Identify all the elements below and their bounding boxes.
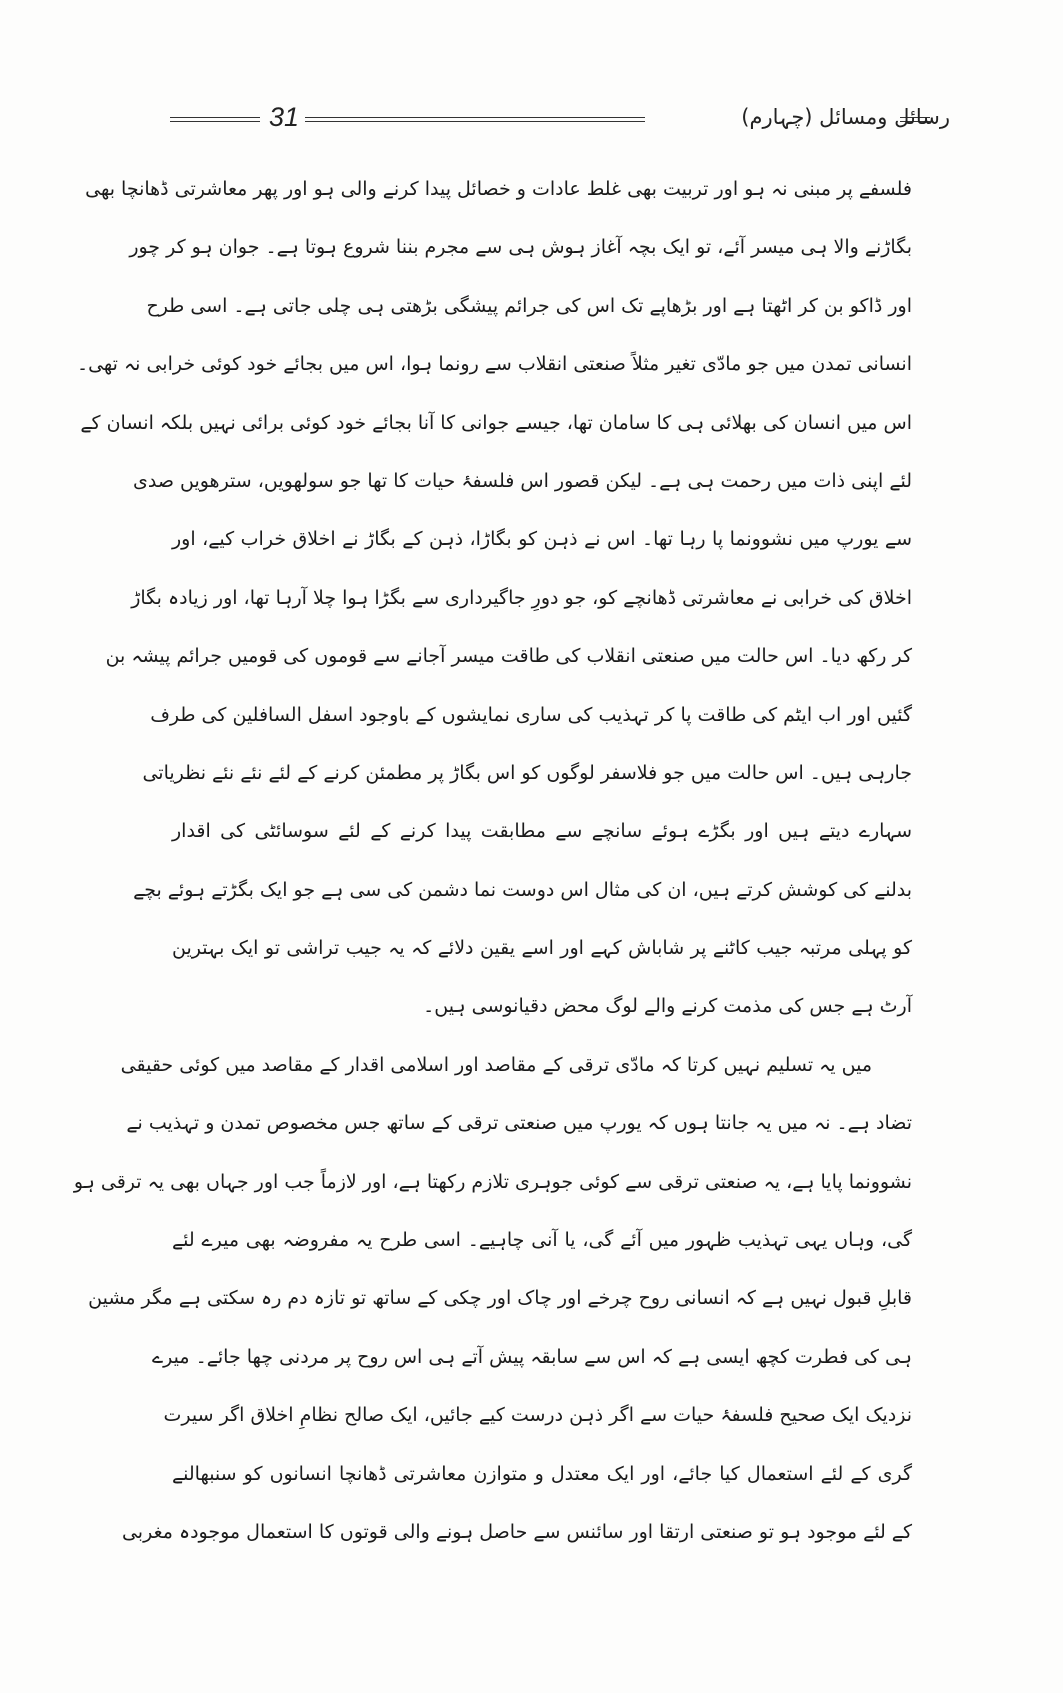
header-rule-middle [305,117,645,122]
text-line: اور ڈاکو بن کر اٹھتا ہے اور بڑھاپے تک اس کی جرائم پیشگی بڑھتی ہی چلی جاتی ہے۔ اسی طرح [146,294,912,317]
text-line: بدلنے کی کوشش کرتے ہیں، ان کی مثال اس دوست نما دشمن کی سی ہے جو ایک بگڑتے ہوئے بچے [133,878,912,901]
text-line: سہارے دیتے ہیں اور بگڑے ہوئے سانچے سے مطابقت پیدا کرنے کے لئے سوسائٹی کی اقدار [172,820,912,843]
running-header [170,102,950,142]
page-number: 31 [268,102,300,132]
text-line: فلسفے پر مبنی نہ ہو اور تربیت بھی غلط عادات و خصائل پیدا کرنے والی ہو اور پھر معاشرتی ڈھانچا بھی [85,178,912,200]
paragraph-end-line: آرٹ ہے جس کی مذمت کرنے والے لوگ محض دقیانوسی ہیں۔ [423,995,912,1018]
text-line: قابلِ قبول نہیں ہے کہ انسانی روح چرخے اور چاک اور چکی کے ساتھ تو تازہ دم رہ سکتی ہے مگر مشین [88,1287,912,1310]
text-line: سے یورپ میں نشوونما پا رہا تھا۔ اس نے ذہن کو بگاڑا، ذہن کے بگاڑ نے اخلاق خراب کیے، اور [172,528,912,551]
text-line: لئے اپنی ذات میں رحمت ہی ہے۔ لیکن قصور اس فلسفۂ حیات کا تھا جو سولھویں، سترھویں صدی [132,469,912,492]
text-line: گئیں اور اب ایٹم کی طاقت پا کر تہذیب کی ساری نمایشوں کے باوجود اسفل السافلین کی طرف [150,703,912,726]
text-line: گی، وہاں یہی تہذیب ظہور میں آئے گی، یا آنی چاہیے۔ اسی طرح یہ مفروضہ بھی میرے لئے [172,1229,912,1252]
text-line: نزدیک ایک صحیح فلسفۂ حیات سے اگر ذہن درست کیے جائیں، ایک صالح نظامِ اخلاق اگر سیرت [163,1404,912,1427]
text-line: کر رکھ دیا۔ اس حالت میں صنعتی انقلاب کی طاقت میسر آجانے سے قوموں کی قومیں جرائم پیشہ بن [105,645,912,668]
text-line: تضاد ہے۔ نہ میں یہ جانتا ہوں کہ یورپ میں صنعتی ترقی کے ساتھ جس مخصوص تمدن و تہذیب نے [126,1112,912,1135]
text-line: کے لئے موجود ہو تو صنعتی ارتقا اور سائنس سے حاصل ہونے والی قوتوں کا استعمال موجودہ مغربی [121,1520,912,1543]
text-line: جارہی ہیں۔ اس حالت میں جو فلاسفر لوگوں کو اس بگاڑ پر مطمئن کرنے کے لئے نئے نئے نظریاتی [142,761,912,784]
text-line: کو پہلی مرتبہ جیب کاٹنے پر شاباش کہے اور اسے یقین دلائے کہ یہ جیب تراشی تو ایک بہترین [172,937,912,960]
text-line: اس میں انسان کی بھلائی ہی کا سامان تھا، جیسے جوانی کا آنا بجائے خود کوئی برائی نہیں بلکہ انسان کے [80,411,912,434]
body-text [73,160,912,1561]
header-rule-left [170,117,260,122]
text-line: نشوونما پایا ہے، یہ صنعتی ترقی سے کوئی جوہری تلازم رکھتا ہے، اور لازماً جب اور جہاں بھی یہ ترقی ہو [73,1170,912,1193]
text-line: اخلاق کی خرابی نے معاشرتی ڈھانچے کو، جو دورِ جاگیرداری سے بگڑا ہوا چلا آرہا تھا، اور زیادہ بگاڑ [131,586,912,609]
paragraph-start-line: میں یہ تسلیم نہیں کرتا کہ مادّی ترقی کے مقاصد اور اسلامی اقدار کے مقاصد میں کوئی حقیقی [120,1053,872,1076]
text-line: ہی کی فطرت کچھ ایسی ہے کہ اس سے سابقہ پیش آتے ہی اس روح پر مردنی چھا جائے۔ میرے [152,1345,912,1368]
book-title: رسائل ومسائل (چہارم) [741,105,950,129]
text-line: انسانی تمدن میں جو مادّی تغیر مثلاً صنعتی انقلاب سے رونما ہوا، اس میں بجائے خود کوئی خرابی نہ تھی۔ [76,353,912,376]
text-line: بگاڑنے والا ہی میسر آئے، تو ایک بچہ آغاز ہوش ہی سے مجرم بننا شروع ہوتا ہے۔ جوان ہو کر چور [129,236,912,259]
text-line: گری کے لئے استعمال کیا جائے، اور ایک معتدل و متوازن معاشرتی ڈھانچا انسانوں کو سنبھالنے [172,1462,912,1485]
